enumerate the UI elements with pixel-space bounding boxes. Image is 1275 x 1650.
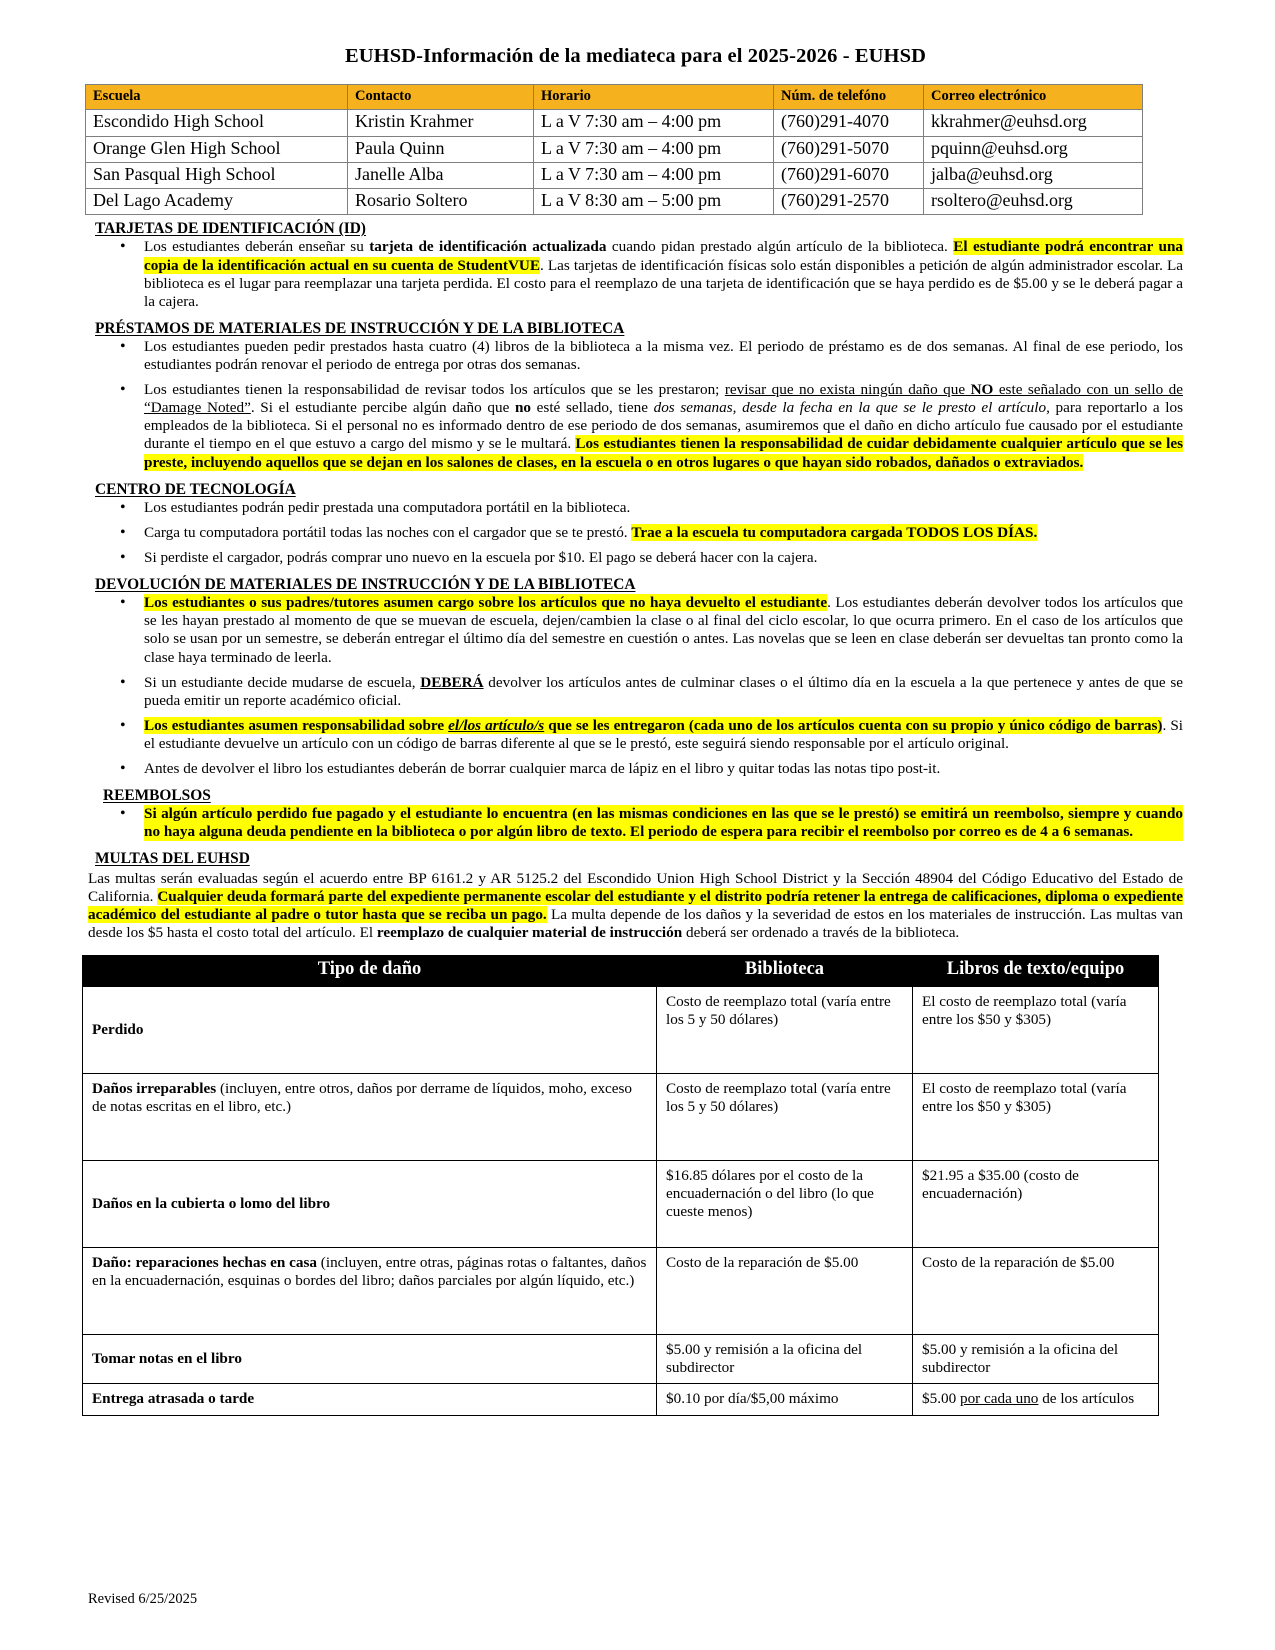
damage-header-type: Tipo de daño	[83, 956, 657, 987]
text-bold: Daños irreparables	[92, 1079, 217, 1097]
list-item	[144, 594, 1183, 666]
cell-contacto: Kristin Krahmer	[348, 110, 534, 136]
cell-contacto: Rosario Soltero	[348, 189, 534, 215]
highlighted-text: El estudiante podrá encontrar una copia de la identificación actual en su cuenta de StudentVUE	[144, 238, 1183, 274]
text-bold: no	[514, 399, 532, 417]
text: . Si el estudiante percibe algún daño que	[250, 399, 515, 417]
section-fines	[88, 848, 1183, 942]
text: La multa depende de los daños y la severidad de estos en los materiales de instrucción. Las multas van desde los $5 hasta el costo total del artículo. El	[88, 905, 1183, 941]
contacts-header-escuela: Escuela	[86, 85, 348, 110]
highlighted-text: Trae a la escuela tu computadora cargada TODOS LOS DÍAS.	[631, 523, 1038, 541]
table-row	[86, 162, 1143, 188]
text-bold: Perdido	[92, 1020, 144, 1038]
text-bold: Daños en la cubierta o lomo del libro	[92, 1194, 331, 1212]
cell-horario: L a V 7:30 am – 4:00 pm	[534, 110, 774, 136]
cell-telefono: (760)291-4070	[774, 110, 924, 136]
table-row	[83, 1073, 1159, 1160]
text-underline: por cada uno	[959, 1390, 1039, 1408]
loans-bullet-list	[88, 338, 1183, 472]
cell-telefono: (760)291-2570	[774, 189, 924, 215]
cell-telefono: (760)291-5070	[774, 136, 924, 162]
cell-escuela: Del Lago Academy	[86, 189, 348, 215]
text-bold: Daño: reparaciones hechas en casa	[92, 1253, 317, 1271]
cell-textbook-fee: $5.00 y remisión a la oficina del subdirector	[913, 1334, 1159, 1383]
id-cards-bullet-list	[88, 238, 1183, 310]
damage-header-row	[83, 956, 1159, 987]
list-item	[144, 805, 1183, 841]
contacts-header-correo: Correo electrónico	[924, 85, 1143, 110]
text-bold: Tomar notas en el libro	[92, 1349, 242, 1367]
contacts-header-contacto: Contacto	[348, 85, 534, 110]
section-returns	[88, 574, 1183, 778]
cell-library-fee: $5.00 y remisión a la oficina del subdirector	[657, 1334, 913, 1383]
cell-library-fee: $16.85 dólares por el costo de la encuadernación o del libro (lo que cueste menos)	[657, 1160, 913, 1247]
cell-damage-type	[83, 1160, 657, 1247]
cell-contacto: Paula Quinn	[348, 136, 534, 162]
text-bold: tarjeta de identificación actualizada	[369, 238, 607, 256]
text: (incluyen, entre otras, páginas rotas o faltantes, daños en la encuadernación, esquinas o bordes del libro; daños parciales por algún líquido, etc.)	[92, 1253, 647, 1290]
section-heading-fines: MULTAS DEL EUHSD	[95, 850, 250, 868]
text-bold-underline: DEBERÁ	[420, 673, 484, 691]
cell-correo: rsoltero@euhsd.org	[924, 189, 1143, 215]
cell-escuela: Orange Glen High School	[86, 136, 348, 162]
damage-fee-table	[82, 955, 1159, 1416]
text-bold: Entrega atrasada o tarde	[92, 1390, 255, 1408]
highlighted-text: Cualquier deuda formará parte del expediente permanente escolar del estudiante y el distrito podría retener la entrega de calificaciones, diploma o expediente académico del estudiante al padre o tutor hasta que se reciba un pago.	[88, 887, 1183, 923]
cell-textbook-fee: El costo de reemplazo total (varía entre los $50 y $305)	[913, 986, 1159, 1073]
text: esté sellado, tiene	[531, 399, 654, 417]
text: Si perdiste el cargador, podrás comprar uno nuevo en la escuela por $10. El pago se deberá hacer con la cajera.	[144, 549, 818, 566]
text: , para reportarlo a los empleados de la biblioteca. Si el personal no es informado dentro de ese periodo de dos semanas, asumiremos que el daño en dicho artículo fue causado por el estudiante durante el tiempo en el que estuvo a cargo del mismo y se le multará.	[144, 399, 1183, 453]
cell-telefono: (760)291-6070	[774, 162, 924, 188]
list-item	[144, 499, 1183, 517]
text: Los estudiantes tienen la responsabilidad de revisar todos los artículos que se les prestaron;	[144, 381, 725, 399]
list-item	[144, 674, 1183, 710]
cell-library-fee: Costo de la reparación de $5.00	[657, 1247, 913, 1334]
cell-horario: L a V 8:30 am – 5:00 pm	[534, 189, 774, 215]
cell-library-fee: Costo de reemplazo total (varía entre los 5 y 50 dólares)	[657, 1073, 913, 1160]
text-italic-underline: el/los artículo/s	[448, 716, 545, 734]
text: devolver los artículos antes de culminar clases o el último día en la escuela a la que pertenece y antes de que se pueda emitir un reporte académico oficial.	[144, 673, 1184, 709]
highlighted-text	[144, 717, 1162, 734]
page-title: EUHSD-Información de la mediateca para el 2025-2026 - EUHSD	[344, 45, 926, 67]
text: $5.00	[922, 1390, 960, 1408]
section-id-cards	[88, 218, 1183, 311]
text-bold: reemplazo de cualquier material de instrucción	[376, 923, 683, 941]
damage-header-textbooks: Libros de texto/equipo	[913, 956, 1159, 987]
cell-correo: pquinn@euhsd.org	[924, 136, 1143, 162]
table-row	[86, 110, 1143, 136]
cell-horario: L a V 7:30 am – 4:00 pm	[534, 136, 774, 162]
cell-library-fee: Costo de reemplazo total (varía entre los 5 y 50 dólares)	[657, 986, 913, 1073]
list-item	[144, 549, 1183, 567]
text: de los artículos	[1038, 1390, 1135, 1408]
section-refunds	[88, 785, 1183, 841]
cell-escuela: San Pasqual High School	[86, 162, 348, 188]
text: . Si el estudiante devuelve un artículo con un código de barras diferente al que se le prestó, este seguirá siendo responsable por el artículo original.	[144, 716, 1183, 752]
cell-damage-type	[83, 1334, 657, 1383]
contacts-header-horario: Horario	[534, 85, 774, 110]
table-row	[83, 1247, 1159, 1334]
list-item	[144, 760, 1183, 778]
returns-bullet-list	[88, 594, 1183, 778]
text-italic: dos semanas, desde la fecha en la que se le presto el artículo	[653, 399, 1047, 417]
contacts-header-telefono: Núm. de telefóno	[774, 85, 924, 110]
section-loans	[88, 318, 1183, 472]
cell-textbook-fee: Costo de la reparación de $5.00	[913, 1247, 1159, 1334]
section-heading-refunds: REEMBOLSOS	[103, 787, 211, 805]
section-heading-id-cards: TARJETAS DE IDENTIFICACIÓN (ID)	[95, 220, 366, 238]
cell-textbook-fee	[913, 1384, 1159, 1415]
list-item	[144, 717, 1183, 753]
highlighted-text: Los estudiantes tienen la responsabilidad de cuidar debidamente cualquier artículo que se les preste, incluyendo aquellos que se dejan en los salones de clases, en la escuela o en otros lugares o que hayan sido robados, dañados o extraviados.	[144, 435, 1184, 471]
cell-escuela: Escondido High School	[86, 110, 348, 136]
text: Los estudiantes asumen responsabilidad sobre	[144, 716, 449, 734]
cell-textbook-fee: El costo de reemplazo total (varía entre los $50 y $305)	[913, 1073, 1159, 1160]
cell-horario: L a V 7:30 am – 4:00 pm	[534, 162, 774, 188]
text: Carga tu computadora portátil todas las noches con el cargador que se te prestó.	[144, 523, 632, 541]
text: . Los estudiantes deberán devolver todos los artículos que se les hayan prestado al momento de que se muevan de escuela, dejen/cambien la clase o al final del ciclo escolar, lo que ocurra primero. En el caso de los artículos que solo se usan por un semestre, se deberán entregar el último día del semestre en cuestión o antes. Las novelas que se leen en clase deberán ser devueltas tan pronto como la clase haya terminado de leerla.	[144, 594, 1183, 666]
fines-paragraph	[88, 870, 1183, 942]
cell-contacto: Janelle Alba	[348, 162, 534, 188]
list-item	[144, 338, 1183, 374]
section-heading-loans: PRÉSTAMOS DE MATERIALES DE INSTRUCCIÓN Y DE LA BIBLIOTECA	[95, 319, 625, 337]
table-row	[83, 1160, 1159, 1247]
revised-date: Revised 6/25/2025	[88, 1590, 198, 1607]
cell-textbook-fee: $21.95 a $35.00 (costo de encuadernación)	[913, 1160, 1159, 1247]
text: que se les entregaron (cada uno de los artículos cuenta con su propio y único código de barras)	[544, 716, 1163, 734]
table-row	[86, 189, 1143, 215]
highlighted-text: Si algún artículo perdido fue pagado y el estudiante lo encuentra (en las mismas condiciones en las que se le prestó) se emitirá un reembolso, siempre y cuando no haya alguna deuda pendiente en la biblioteca o por algún libro de texto. El periodo de espera para recibir el reembolso por correo es de 4 a 6 semanas.	[144, 805, 1183, 841]
cell-correo: jalba@euhsd.org	[924, 162, 1143, 188]
table-row	[83, 1384, 1159, 1415]
contacts-table	[85, 84, 1143, 215]
text: Las multas serán evaluadas según el acuerdo entre BP 6161.2 y AR 5125.2 del Escondido Union High School District y la Sección 48904 del Código Educativo del Estado de California.	[88, 869, 1183, 905]
list-item	[144, 381, 1183, 471]
text: deberá ser ordenado a través de la biblioteca.	[682, 923, 960, 941]
section-heading-technology: CENTRO DE TECNOLOGÍA	[95, 480, 296, 498]
table-row	[83, 1334, 1159, 1383]
text: cuando pidan prestado algún artículo de la biblioteca.	[606, 238, 954, 256]
text: . Las tarjetas de identificación físicas solo están disponibles a petición de algún administrador escolar. La biblioteca es el lugar para reemplazar una tarjeta perdida. El costo para el reemplazo de una tarjeta de identificación que se haya perdido es de $5.00 y se le deberá pagar a la cajera.	[144, 256, 1183, 310]
text-bold: NO	[970, 381, 994, 399]
damage-header-library: Biblioteca	[657, 956, 913, 987]
cell-damage-type	[83, 1073, 657, 1160]
text: (incluyen, entre otros, daños por derrame de líquidos, moho, exceso de notas escritas en el libro, etc.)	[92, 1079, 633, 1116]
text: Los estudiantes deberán enseñar su	[144, 238, 370, 256]
cell-correo: kkrahmer@euhsd.org	[924, 110, 1143, 136]
table-row	[86, 136, 1143, 162]
text: revisar que no exista ningún daño que	[724, 381, 971, 399]
section-heading-returns: DEVOLUCIÓN DE MATERIALES DE INSTRUCCIÓN Y DE LA BIBLIOTECA	[95, 576, 636, 594]
highlighted-text: Los estudiantes o sus padres/tutores asumen cargo sobre los artículos que no haya devuelto el estudiante	[144, 594, 828, 612]
technology-bullet-list	[88, 499, 1183, 567]
text: Si un estudiante decide mudarse de escuela,	[144, 673, 421, 691]
table-row	[83, 986, 1159, 1073]
cell-damage-type	[83, 1384, 657, 1415]
cell-damage-type	[83, 1247, 657, 1334]
text: este señalado con un sello de “Damage Noted”	[144, 381, 1183, 417]
cell-damage-type	[83, 986, 657, 1073]
text: Los estudiantes podrán pedir prestada una computadora portátil en la biblioteca.	[144, 498, 631, 516]
text: Los estudiantes pueden pedir prestados hasta cuatro (4) libros de la biblioteca a la misma vez. El periodo de préstamo es de dos semanas. Al final de ese periodo, los estudiantes podrán renovar el periodo de entrega por otras dos semanas.	[144, 338, 1183, 374]
contacts-header-row	[86, 85, 1143, 110]
list-item	[144, 238, 1183, 310]
refunds-bullet-list	[88, 805, 1183, 841]
section-technology	[88, 479, 1183, 567]
cell-library-fee: $0.10 por día/$5,00 máximo	[657, 1384, 913, 1415]
list-item	[144, 524, 1183, 542]
text: Antes de devolver el libro los estudiantes deberán de borrar cualquier marca de lápiz en el libro y quitar todas las notas tipo post-it.	[144, 759, 941, 777]
